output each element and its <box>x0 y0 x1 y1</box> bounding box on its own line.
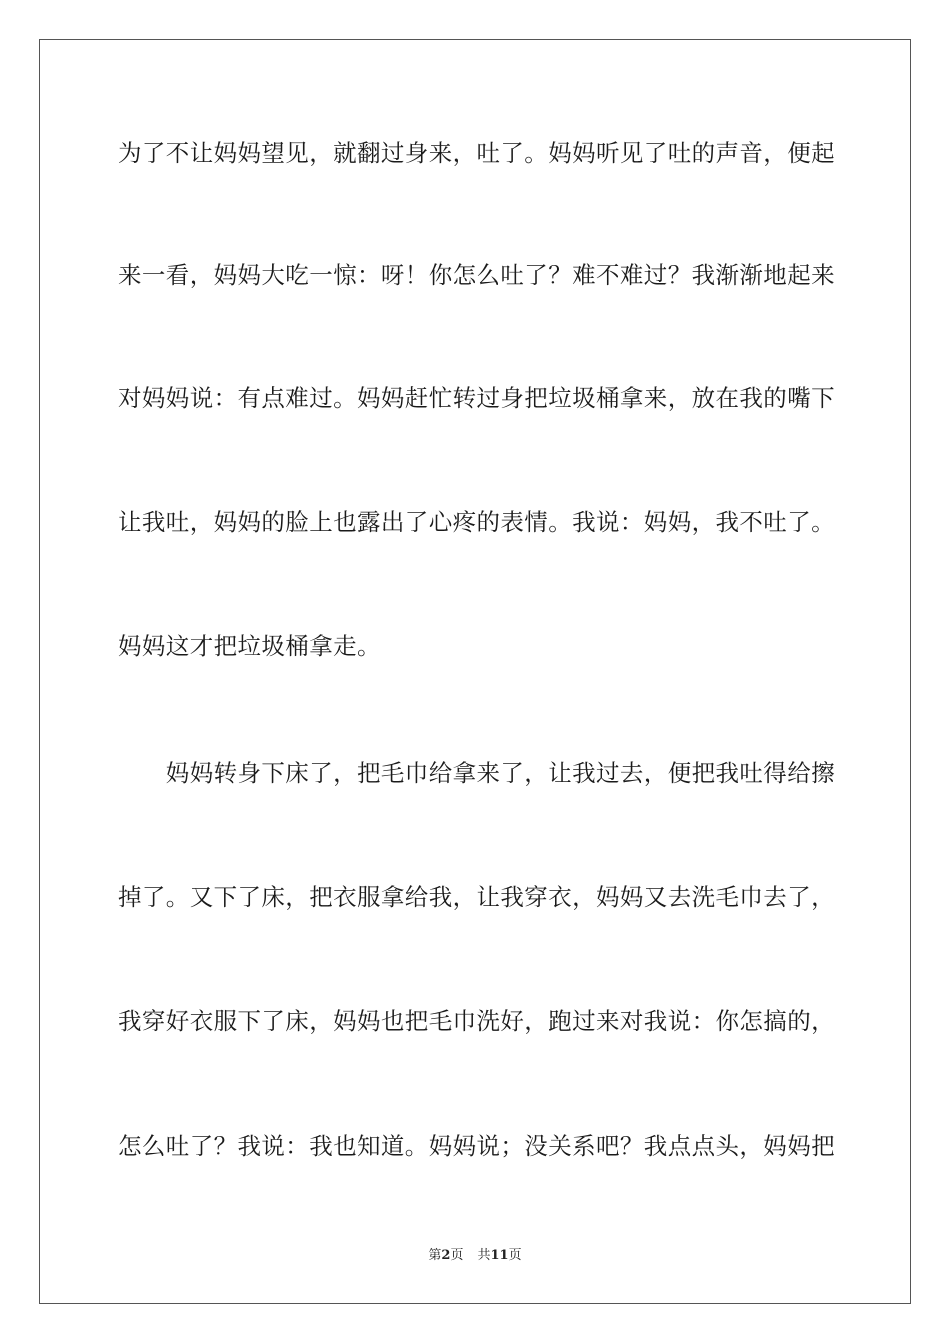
text-line-3: 对妈妈说：有点难过。妈妈赶忙转过身把垃圾桶拿来，放在我的嘴下 <box>118 384 835 412</box>
total-prefix: 共 <box>477 1248 491 1263</box>
text-line-9: 怎么吐了？我说：我也知道。妈妈说；没关系吧？我点点头，妈妈把 <box>118 1132 835 1160</box>
text-line-4: 让我吐，妈妈的脸上也露出了心疼的表情。我说：妈妈，我不吐了。 <box>118 508 835 536</box>
text-line-7: 掉了。又下了床，把衣服拿给我，让我穿衣，妈妈又去洗毛巾去了， <box>118 883 835 911</box>
total-suffix: 页 <box>508 1248 522 1263</box>
text-line-5: 妈妈这才把垃圾桶拿走。 <box>118 632 381 660</box>
page-suffix: 页 <box>450 1248 464 1263</box>
text-line-2: 来一看，妈妈大吃一惊：呀！你怎么吐了？难不难过？我渐渐地起来 <box>118 261 835 289</box>
page-border <box>39 39 911 1304</box>
page-footer <box>0 1247 950 1265</box>
text-line-6: 妈妈转身下床了，把毛巾给拿来了，让我过去，便把我吐得给擦 <box>118 759 835 787</box>
text-line-1: 为了不让妈妈望见，就翻过身来，吐了。妈妈听见了吐的声音，便起 <box>118 139 835 167</box>
total-pages: 11 <box>490 1248 509 1263</box>
page-number: 2 <box>441 1248 451 1263</box>
text-line-8: 我穿好衣服下了床，妈妈也把毛巾洗好，跑过来对我说：你怎搞的， <box>118 1007 835 1035</box>
page-prefix: 第 <box>428 1248 442 1263</box>
